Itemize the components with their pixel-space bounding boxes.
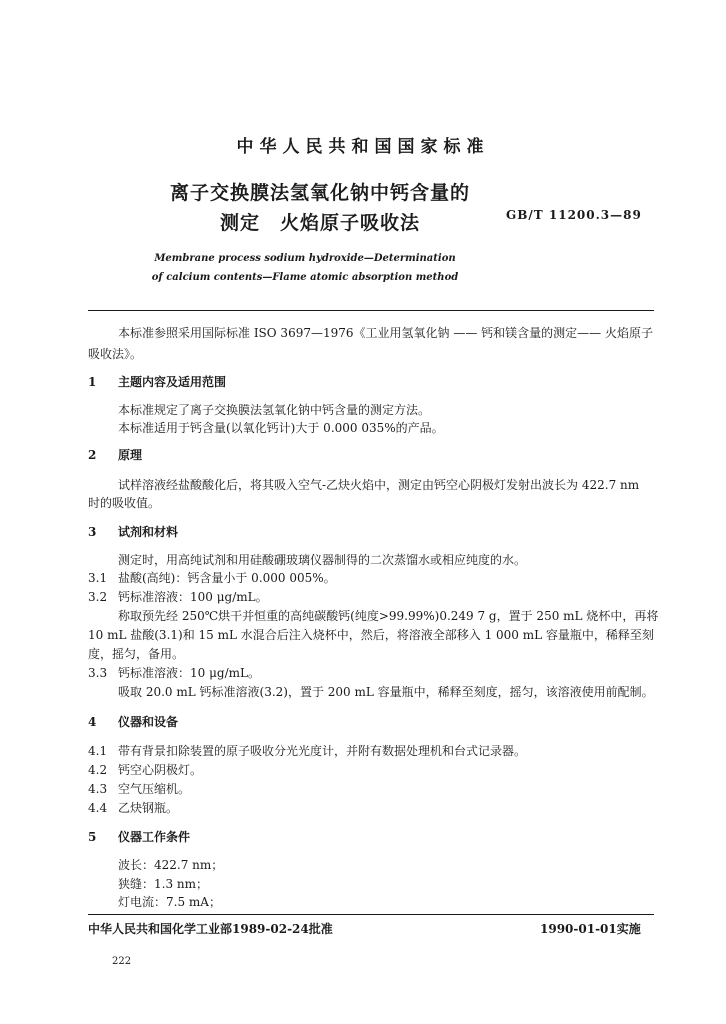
- item-3-3: [88, 663, 654, 683]
- section-3-heading: [88, 522, 654, 542]
- section-title: 主题内容及适用范围: [118, 375, 227, 389]
- item-number: 4.2: [88, 763, 108, 777]
- item-3-2: [88, 587, 654, 607]
- item-text: 空气压缩机。: [118, 782, 191, 796]
- item-4-2: [88, 760, 654, 780]
- section-2-line2: 时的吸收值。: [88, 496, 161, 510]
- intro-line2: 吸收法》。: [88, 347, 143, 361]
- condition-slit: 狭缝：1.3 nm；: [118, 877, 209, 891]
- section-title: 仪器和设备: [118, 715, 179, 729]
- document-title-line2: 测定 火焰原子吸收法: [219, 212, 420, 234]
- item-text: 钙空心阴极灯。: [118, 763, 203, 777]
- top-divider: [88, 310, 654, 311]
- section-number: 3: [88, 525, 97, 539]
- section-1-line2: 本标准适用于钙含量(以氧化钙计)大于 0.000 035%的产品。: [118, 421, 444, 435]
- page-number: 222: [112, 956, 132, 967]
- item-3-2-para-line3: 度，摇匀，备用。: [88, 647, 185, 661]
- section-number: 5: [88, 830, 97, 844]
- item-number: 3.1: [88, 571, 108, 585]
- national-standard-header: 中华人民共和国国家标准: [236, 137, 490, 157]
- section-2-line1: 试样溶液经盐酸酸化后，将其吸入空气-乙炔火焰中，测定由钙空心阴极灯发射出波长为 422.7 nm: [118, 478, 640, 492]
- item-text: 钙标准溶液：10 μg/mL。: [118, 666, 260, 680]
- section-3-intro: 测定时，用高纯试剂和用硅酸硼玻璃仪器制得的二次蒸馏水或相应纯度的水。: [118, 553, 527, 567]
- item-text: 乙炔钢瓶。: [118, 801, 179, 815]
- item-number: 3.3: [88, 666, 108, 680]
- section-2-heading: [88, 445, 654, 465]
- section-1-line1: 本标准规定了离子交换膜法氢氧化钠中钙含量的测定方法。: [118, 403, 431, 417]
- intro-line1: 本标准参照采用国际标准 ISO 3697—1976《工业用氢氧化钠 —— 钙和镁含量的测定—— 火焰原子: [118, 326, 653, 340]
- section-title: 试剂和材料: [118, 525, 179, 539]
- item-number: 4.4: [88, 801, 108, 815]
- standard-number: GB/T 11200.3—89: [506, 208, 642, 222]
- item-number: 3.2: [88, 590, 108, 604]
- condition-lamp-current: 灯电流：7.5 mA；: [118, 895, 221, 909]
- condition-wavelength: 波长：422.7 nm；: [118, 858, 224, 872]
- section-5-heading: [88, 827, 654, 847]
- item-4-3: [88, 779, 654, 799]
- item-4-4: [88, 798, 654, 818]
- item-3-2-para-line2: 10 mL 盐酸(3.1)和 15 mL 水混合后注入烧杯中，然后，将溶液全部移入 1 000 mL 容量瓶中，稀释至刻: [88, 628, 654, 642]
- approval-statement: 中华人民共和国化学工业部1989-02-24批准: [88, 922, 333, 936]
- document-title-line1: 离子交换膜法氢氧化钠中钙含量的: [169, 182, 470, 204]
- section-number: 1: [88, 375, 97, 389]
- item-text: 盐酸(高纯)：钙含量小于 0.000 005%。: [118, 571, 336, 585]
- item-3-2-para-line1: 称取预先经 250℃烘干并恒重的高纯碳酸钙(纯度>99.99%)0.249 7 g，置于 250 mL 烧杯中，再将: [118, 609, 659, 623]
- section-title: 原理: [118, 448, 143, 462]
- item-3-3-para: 吸取 20.0 mL 钙标准溶液(3.2)，置于 200 mL 容量瓶中，稀释至刻度，摇匀，该溶液使用前配制。: [118, 685, 654, 699]
- item-text: 带有背景扣除装置的原子吸收分光光度计，并附有数据处理机和台式记录器。: [118, 744, 527, 758]
- section-title: 仪器工作条件: [118, 830, 191, 844]
- section-number: 4: [88, 715, 97, 729]
- item-3-1: [88, 568, 654, 588]
- item-number: 4.1: [88, 744, 108, 758]
- english-title-line1: Membrane process sodium hydroxide—Determination: [154, 253, 456, 264]
- section-number: 2: [88, 448, 97, 462]
- item-number: 4.3: [88, 782, 108, 796]
- implementation-date: 1990-01-01实施: [540, 922, 641, 936]
- section-4-heading: [88, 712, 654, 732]
- section-1-heading: [88, 372, 654, 392]
- item-4-1: [88, 741, 654, 761]
- item-text: 钙标准溶液：100 μg/mL。: [118, 590, 268, 604]
- bottom-divider: [88, 914, 654, 915]
- english-title-line2: of calcium contents—Flame atomic absorption method: [151, 272, 459, 283]
